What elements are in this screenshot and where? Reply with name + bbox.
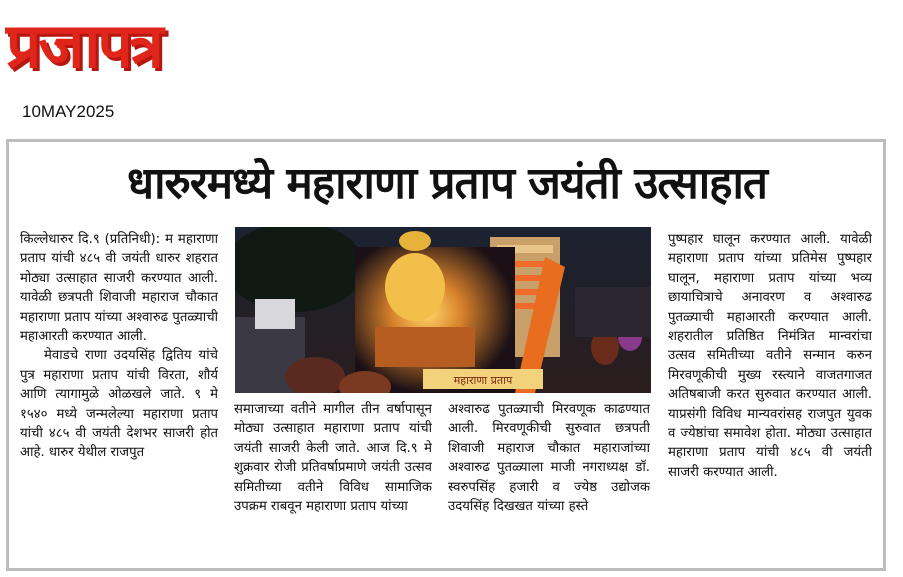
article-column-3 bbox=[448, 400, 650, 560]
article-column-4 bbox=[668, 230, 872, 560]
article-paragraph: किल्लेधारुर दि.९ (प्रतिनिधी): म महाराणा प्रताप यांची ४८५ वी जयंती धारुर शहरात मोठ्या उत्साहात साजरी करण्यात आली. यावेळी छत्रपती शिवाजी महाराज चौकात महाराणा प्रताप यांच्या अश्वारुढ पुतळ्याची महाआरती करण्यात आली. bbox=[20, 232, 218, 345]
article-paragraph: अश्वारुढ पुतळ्याची मिरवणूक काढण्यात आली. मिरवणूकीची सुरुवात छत्रपती शिवाजी महाराज चौकात महाराजांच्या अश्वारुढ पुतळ्याला माजी नगराध्यक्ष डॉ. स्वरुपसिंह हजारी व ज्येष्ठ उद्योजक उदयसिंह दिखखत यांच्या हस्ते bbox=[448, 402, 650, 515]
newspaper-logo bbox=[6, 6, 306, 86]
article-paragraph: मेवाडचे राणा उदयसिंह द्वितिय यांचे पुत्र महाराणा प्रताप यांची विरता, शौर्य आणि त्यागामुळे ओळखले जाते. ९ मे १५४० मध्ये जन्मलेल्या महाराणा प्रताप यांची ४८५ वी जयंती देशभर साजरी होत आहे. धारुर येथील राजपुत bbox=[20, 348, 218, 461]
article-column-1 bbox=[20, 230, 218, 560]
photo-banner-text: महाराणा प्रताप bbox=[453, 374, 513, 387]
newspaper-name: प्रजापत्र bbox=[6, 9, 161, 82]
article-column-2 bbox=[234, 400, 432, 560]
article-paragraph: समाजाच्या वतीने मागील तीन वर्षापासून मोठ्या उत्साहात महाराणा प्रताप यांची जयंती साजरी केली जाते. आज दि.९ मे शुक्रवार रोजी प्रतिवर्षाप्रमाणे जयंती उत्सव समितीच्या वतीने विविध सामाजिक उपक्रम राबवून महाराणा प्रताप यांच्या bbox=[234, 402, 432, 515]
article-photo bbox=[235, 227, 651, 393]
publication-date: 10MAY2025 bbox=[22, 102, 115, 121]
article-headline: धारुरमध्ये महाराणा प्रताप जयंती उत्साहात bbox=[127, 158, 767, 209]
article-paragraph: पुष्पहार घालून करण्यात आली. यावेळी महाराणा प्रताप यांच्या प्रतिमेस पुष्पहार घालून, महाराणा प्रताप यांच्या भव्य छायाचित्राचे अनावरण व अश्वारुढ पुतळ्याची महाआरती करण्यात आली. शहरातील प्रतिष्ठित निमंत्रित मान्वरांचा उत्सव समितीच्या वतीने सन्मान करुन मिरवणूकीची मुख्य रस्त्याने वाजतगाजत अतिषबाजी करत सुरुवात करण्यात आली. याप्रसंगी विविध मान्यवरांसह राजपुत युवक व ज्येष्ठांचा समावेश होता. मोठ्या उत्साहात महाराणा प्रताप यांची ४८५ वी जयंती साजरी करण्यात आली. bbox=[668, 232, 872, 480]
